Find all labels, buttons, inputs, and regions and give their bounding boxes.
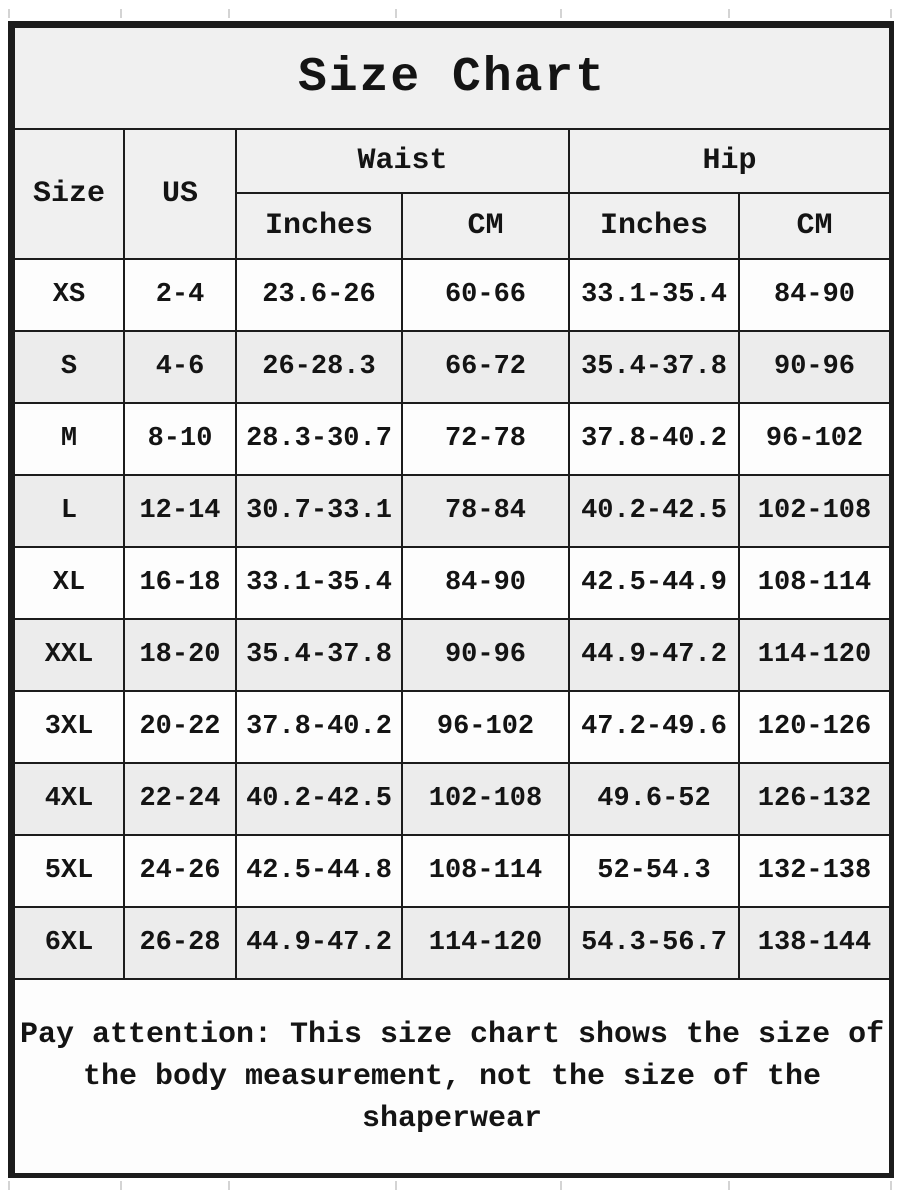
hip-cm-cell: 102-108 — [739, 475, 890, 547]
us-cell: 20-22 — [124, 691, 236, 763]
hip-cm-cell: 126-132 — [739, 763, 890, 835]
us-cell: 16-18 — [124, 547, 236, 619]
column-group-hip: Hip — [569, 129, 890, 193]
column-header-waist-cm: CM — [402, 193, 569, 259]
crop-tick — [8, 9, 10, 18]
size-cell: XS — [14, 259, 124, 331]
waist-inches-cell: 23.6-26 — [236, 259, 402, 331]
us-cell: 18-20 — [124, 619, 236, 691]
crop-tick — [560, 9, 562, 18]
waist-inches-cell: 26-28.3 — [236, 331, 402, 403]
crop-tick — [890, 9, 892, 18]
crop-tick — [228, 1181, 230, 1190]
table-row — [14, 547, 890, 619]
crop-tick — [728, 9, 730, 18]
waist-cm-cell: 90-96 — [402, 619, 569, 691]
us-cell: 2-4 — [124, 259, 236, 331]
hip-inches-cell: 37.8-40.2 — [569, 403, 739, 475]
waist-inches-cell: 42.5-44.8 — [236, 835, 402, 907]
size-cell: 5XL — [14, 835, 124, 907]
waist-cm-cell: 72-78 — [402, 403, 569, 475]
size-cell: XXL — [14, 619, 124, 691]
table-row — [14, 259, 890, 331]
size-cell: M — [14, 403, 124, 475]
waist-cm-cell: 102-108 — [402, 763, 569, 835]
table-row — [14, 475, 890, 547]
hip-cm-cell: 90-96 — [739, 331, 890, 403]
hip-cm-cell: 138-144 — [739, 907, 890, 979]
crop-tick — [120, 1181, 122, 1190]
hip-cm-cell: 114-120 — [739, 619, 890, 691]
note-text: Pay attention: This size chart shows the size of the body measurement, not the size of the shaperwear — [14, 979, 890, 1174]
table-row — [14, 331, 890, 403]
hip-inches-cell: 47.2-49.6 — [569, 691, 739, 763]
table-row — [14, 691, 890, 763]
hip-inches-cell: 42.5-44.9 — [569, 547, 739, 619]
table-row — [14, 619, 890, 691]
waist-inches-cell: 40.2-42.5 — [236, 763, 402, 835]
hip-cm-cell: 120-126 — [739, 691, 890, 763]
waist-cm-cell: 114-120 — [402, 907, 569, 979]
column-group-waist: Waist — [236, 129, 569, 193]
waist-inches-cell: 37.8-40.2 — [236, 691, 402, 763]
us-cell: 24-26 — [124, 835, 236, 907]
column-header-us: US — [124, 129, 236, 259]
waist-inches-cell: 30.7-33.1 — [236, 475, 402, 547]
column-header-waist-inches: Inches — [236, 193, 402, 259]
column-header-hip-inches: Inches — [569, 193, 739, 259]
hip-inches-cell: 44.9-47.2 — [569, 619, 739, 691]
page-title: Size Chart — [14, 27, 890, 129]
crop-tick — [120, 9, 122, 18]
size-cell: S — [14, 331, 124, 403]
column-header-hip-cm: CM — [739, 193, 890, 259]
waist-inches-cell: 35.4-37.8 — [236, 619, 402, 691]
crop-tick — [560, 1181, 562, 1190]
hip-inches-cell: 54.3-56.7 — [569, 907, 739, 979]
table-row — [14, 907, 890, 979]
hip-cm-cell: 108-114 — [739, 547, 890, 619]
table-row — [14, 403, 890, 475]
size-cell: 4XL — [14, 763, 124, 835]
hip-inches-cell: 40.2-42.5 — [569, 475, 739, 547]
us-cell: 4-6 — [124, 331, 236, 403]
size-cell: L — [14, 475, 124, 547]
waist-cm-cell: 78-84 — [402, 475, 569, 547]
size-chart-table — [13, 26, 891, 1175]
crop-tick — [728, 1181, 730, 1190]
crop-tick — [395, 1181, 397, 1190]
crop-tick — [890, 1181, 892, 1190]
us-cell: 8-10 — [124, 403, 236, 475]
hip-inches-cell: 49.6-52 — [569, 763, 739, 835]
waist-cm-cell: 84-90 — [402, 547, 569, 619]
hip-inches-cell: 33.1-35.4 — [569, 259, 739, 331]
crop-tick — [228, 9, 230, 18]
waist-cm-cell: 66-72 — [402, 331, 569, 403]
us-cell: 26-28 — [124, 907, 236, 979]
waist-inches-cell: 44.9-47.2 — [236, 907, 402, 979]
waist-inches-cell: 33.1-35.4 — [236, 547, 402, 619]
size-cell: 6XL — [14, 907, 124, 979]
hip-cm-cell: 132-138 — [739, 835, 890, 907]
us-cell: 22-24 — [124, 763, 236, 835]
size-chart-frame — [8, 21, 894, 1178]
table-row — [14, 835, 890, 907]
note-row — [14, 979, 890, 1174]
hip-cm-cell: 96-102 — [739, 403, 890, 475]
table-row — [14, 763, 890, 835]
crop-tick — [395, 9, 397, 18]
hip-cm-cell: 84-90 — [739, 259, 890, 331]
header-row-groups — [14, 129, 890, 193]
waist-cm-cell: 108-114 — [402, 835, 569, 907]
us-cell: 12-14 — [124, 475, 236, 547]
waist-cm-cell: 96-102 — [402, 691, 569, 763]
size-cell: 3XL — [14, 691, 124, 763]
title-row — [14, 27, 890, 129]
size-cell: XL — [14, 547, 124, 619]
crop-tick — [8, 1181, 10, 1190]
waist-inches-cell: 28.3-30.7 — [236, 403, 402, 475]
hip-inches-cell: 52-54.3 — [569, 835, 739, 907]
column-header-size: Size — [14, 129, 124, 259]
waist-cm-cell: 60-66 — [402, 259, 569, 331]
hip-inches-cell: 35.4-37.8 — [569, 331, 739, 403]
